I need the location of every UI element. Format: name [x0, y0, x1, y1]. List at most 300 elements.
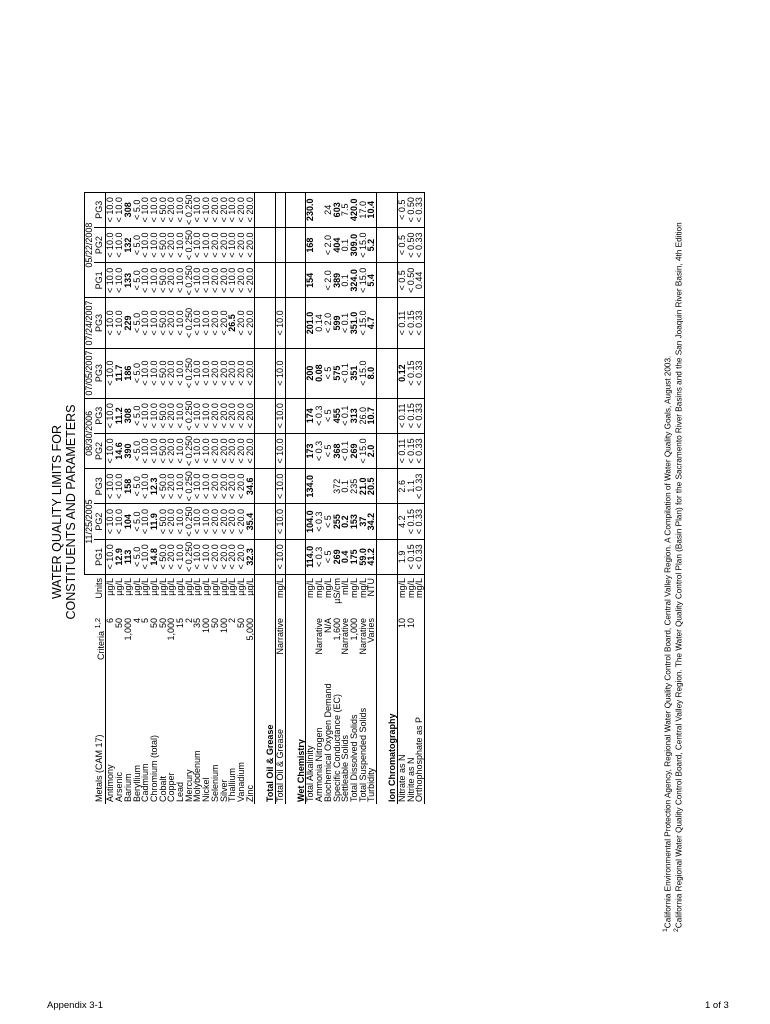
value-cell: < 20.0 [220, 263, 229, 298]
value-cell: 269 [333, 539, 342, 574]
value-cell: 59.0 [359, 539, 368, 574]
value-cell: < 20.0 [246, 227, 255, 262]
value-cell: 186 [124, 348, 133, 398]
value-cell: < 2.0 [324, 298, 333, 348]
value-cell: < 0.250 [185, 469, 194, 504]
section-heading: Wet Chemistry [297, 664, 306, 804]
value-cell: < 20.0 [167, 504, 176, 539]
value-cell: 0.2 [341, 504, 350, 539]
value-cell: 0.1 [341, 227, 350, 262]
value-cell: < 10.0 [176, 227, 185, 262]
value-cell: < 5.0 [133, 539, 142, 574]
criteria-footnote-ref: 1,2 [92, 618, 102, 629]
value-cell: < 0.33 [415, 298, 424, 348]
value-cell: < 20.0 [228, 348, 237, 398]
constituent-name: Total Dissolved Solids [348, 714, 359, 802]
column-header: PG3 [94, 192, 106, 227]
units-cell: µS/cm [331, 578, 342, 604]
criteria-cell: Varies [367, 614, 376, 664]
value-cell: < 0.3 [315, 433, 324, 468]
value-cell: < 50.0 [159, 263, 168, 298]
value-cell: < 10.0 [202, 192, 211, 227]
value-cell: 104 [124, 504, 133, 539]
value-cell: < 10.0 [150, 192, 159, 227]
value-cell: < 10.0 [150, 348, 159, 398]
value-cell: 0.4 [341, 539, 350, 574]
constituent-name: Copper [166, 772, 177, 802]
value-cell: 455 [333, 398, 342, 433]
constituent-name: Cadmium [140, 763, 151, 802]
units-cell: mg/L [348, 578, 359, 599]
value-cell: 134.0 [306, 469, 315, 504]
value-cell: < 0.33 [415, 348, 424, 398]
value-cell: 10.4 [367, 192, 376, 227]
value-cell: < 20.0 [167, 298, 176, 348]
value-cell: 404 [333, 227, 342, 262]
criteria-cell: 5,000 [246, 614, 255, 664]
value-cell: < 10.0 [176, 263, 185, 298]
units-cell: mg/L [396, 578, 407, 599]
value-cell: < 20.0 [167, 227, 176, 262]
value-cell: 0.1 [341, 263, 350, 298]
value-cell: 12.3 [150, 469, 159, 504]
value-cell: < 5.0 [133, 504, 142, 539]
units-cell: µg/L [175, 578, 186, 596]
value-cell: < 10.0 [202, 263, 211, 298]
value-cell: < 20.0 [228, 398, 237, 433]
column-header: PG2 [94, 433, 106, 468]
value-cell: 229 [124, 298, 133, 348]
constituent-name: Arsenic [114, 771, 125, 802]
value-cell: < 10.0 [228, 192, 237, 227]
criteria-header: Criteria $^{1,2}$ [94, 614, 106, 664]
value-cell: < 5 [324, 398, 333, 433]
value-cell: < 20.0 [167, 469, 176, 504]
criteria-cell: 10 [405, 618, 416, 629]
value-cell: < 20.0 [246, 398, 255, 433]
value-cell: < 20.0 [237, 263, 246, 298]
value-cell: 372 [333, 469, 342, 504]
value-cell: < 10.0 [106, 504, 115, 539]
units-cell: µg/L [122, 578, 133, 596]
value-cell: < 20.0 [167, 348, 176, 398]
value-cell: < 0.250 [185, 192, 194, 227]
value-cell: < 5 [324, 433, 333, 468]
units-cell: µg/L [201, 578, 212, 596]
spacer-row [285, 192, 297, 804]
value-cell: < 5 [324, 504, 333, 539]
value-cell: 309.0 [350, 227, 359, 262]
value-cell: 420.0 [350, 192, 359, 227]
value-cell: < 10.0 [150, 433, 159, 468]
criteria-cell: 50 [148, 618, 159, 629]
column-header: PG2 [94, 504, 106, 539]
units-cell: µg/L [166, 578, 177, 596]
units-cell: µg/L [209, 578, 220, 596]
criteria-cell: 50 [235, 618, 246, 629]
column-header: PG1 [94, 263, 106, 298]
criteria-cell: 4 [131, 618, 142, 624]
value-cell: < 10.0 [276, 469, 286, 504]
value-cell: < 0.15 [407, 348, 416, 398]
constituent-name: Ammonia Nitrogen [314, 727, 325, 802]
units-header: Units [94, 575, 106, 615]
constituent-name: Cobalt [157, 775, 168, 802]
column-header: PG3 [94, 348, 106, 398]
value-cell: 173 [306, 433, 315, 468]
value-cell: < 0.5 [397, 263, 406, 298]
value-cell: 11.9 [150, 504, 159, 539]
value-cell: < 10.0 [176, 504, 185, 539]
units-cell: µg/L [140, 578, 151, 596]
value-cell: < 0.250 [185, 298, 194, 348]
value-cell: 0.44 [415, 263, 424, 298]
value-cell: 168 [306, 227, 315, 262]
value-cell: < 10.0 [228, 263, 237, 298]
column-header: PG1 [94, 539, 106, 574]
value-cell: < 10.0 [202, 504, 211, 539]
value-cell: < 0.1 [341, 348, 350, 398]
value-cell: < 0.50 [407, 227, 416, 262]
criteria-cell: 6 [105, 618, 116, 624]
value-cell: < 20.0 [237, 192, 246, 227]
constituent-name: Mercury [183, 769, 194, 802]
value-cell: < 0.33 [415, 433, 424, 468]
value-cell: < 10.0 [141, 298, 150, 348]
units-cell: µg/L [227, 578, 238, 596]
date-header: 08/30/2006 [85, 398, 94, 469]
value-cell: 4.7 [367, 298, 376, 348]
criteria-cell: 35 [192, 618, 203, 629]
table-row [246, 192, 255, 804]
criteria-cell: Narrative [314, 618, 325, 655]
footnote-1: $^1$California Environmental Protection Agency, Regional Water Quality Control Board, Central Valley Region. A Compilation of Water Quality Goals, August 2003. [662, 355, 673, 932]
value-cell: < 20.0 [220, 298, 229, 348]
value-cell: < 0.250 [185, 539, 194, 574]
value-cell: < 50.0 [159, 539, 168, 574]
value-cell: < 20.0 [220, 348, 229, 398]
criteria-cell: 1,600 [331, 618, 342, 641]
value-cell: < 0.250 [185, 263, 194, 298]
value-cell: < 10.0 [115, 192, 124, 227]
value-cell: < 10.0 [106, 263, 115, 298]
value-cell: 133 [124, 263, 133, 298]
constituent-name: Orthophosphate as P [415, 664, 424, 804]
date-header-row [85, 192, 94, 804]
value-cell: < 10.0 [202, 298, 211, 348]
section-heading: Total Oil & Grease [266, 664, 275, 804]
value-cell: < 20.0 [237, 348, 246, 398]
value-cell: < 0.33 [415, 469, 424, 504]
constituent-name: Settleable Solids [340, 734, 351, 802]
value-cell [276, 263, 286, 298]
value-cell: < 5 [324, 348, 333, 398]
value-cell: 200 [306, 348, 315, 398]
units-cell: µg/L [148, 578, 159, 596]
value-cell: < 10.0 [141, 263, 150, 298]
criteria-cell: 1,000 [166, 618, 177, 641]
value-cell: < 5.0 [133, 398, 142, 433]
value-cell: < 20.0 [220, 398, 229, 433]
value-cell: 201.0 [306, 298, 315, 348]
value-cell: < 50.0 [159, 433, 168, 468]
units-cell: µg/L [235, 578, 246, 596]
units-cell: mg/L [357, 578, 368, 599]
value-cell: < 10.0 [115, 263, 124, 298]
value-cell: < 10.0 [276, 539, 286, 574]
criteria-cell: Narrative [357, 618, 368, 655]
value-cell: < 20.0 [237, 298, 246, 348]
value-cell: < 10.0 [141, 469, 150, 504]
table-row [367, 192, 376, 804]
value-cell: < 0.33 [415, 227, 424, 262]
criteria-cell: 5 [140, 618, 151, 624]
units-cell: mg/L [276, 575, 286, 615]
value-cell: < 5.0 [133, 298, 142, 348]
criteria-cell: 50 [114, 618, 125, 629]
value-cell: < 10.0 [193, 469, 202, 504]
value-cell: < 10.0 [141, 433, 150, 468]
value-cell: < 0.250 [185, 227, 194, 262]
value-cell: < 0.3 [315, 504, 324, 539]
constituent-name: Beryllium [131, 764, 142, 802]
value-cell: < 20.0 [211, 398, 220, 433]
value-cell: < 20.0 [211, 469, 220, 504]
footnote-2: $^2$California Regional Water Quality Control Board, Central Valley Region. The Water Quality Control Plan (Basin Plan) for the Sacramento River Basins and the San Joaquin River Basin, 4th Edition [673, 222, 684, 932]
value-cell: < 0.15 [407, 298, 416, 348]
value-cell: < 20.0 [237, 504, 246, 539]
value-cell: < 0.11 [397, 298, 406, 348]
value-cell: 41.2 [367, 539, 376, 574]
criteria-cell: 2 [227, 618, 238, 624]
value-cell: 230.0 [306, 192, 315, 227]
value-cell: < 0.1 [341, 398, 350, 433]
value-cell: < 10.0 [106, 227, 115, 262]
value-cell: < 10.0 [106, 469, 115, 504]
value-cell: < 0.33 [415, 539, 424, 574]
water-quality-table [84, 192, 425, 804]
value-cell: < 10.0 [276, 504, 286, 539]
value-cell: < 10.0 [193, 298, 202, 348]
value-cell: 1.9 [397, 539, 406, 574]
value-cell: < 20.0 [228, 433, 237, 468]
criteria-cell: N/A [322, 618, 333, 634]
value-cell: < 10.0 [193, 263, 202, 298]
table-row [306, 192, 315, 804]
value-cell: < 10.0 [141, 192, 150, 227]
value-cell: 24 [324, 192, 333, 227]
value-cell: < 20.0 [211, 298, 220, 348]
constituent-name: Thallium [227, 767, 238, 802]
value-cell: < 0.15 [407, 398, 416, 433]
value-cell: < 0.33 [415, 398, 424, 433]
section-heading: Ion Chromatography [388, 664, 397, 804]
value-cell: < 10.0 [176, 348, 185, 398]
value-cell: < 15.0 [359, 433, 368, 468]
value-cell: 158 [124, 469, 133, 504]
value-cell: 0.12 [397, 348, 406, 398]
value-cell: < 10.0 [202, 227, 211, 262]
value-cell: < 10.0 [202, 348, 211, 398]
value-cell: < 10.0 [106, 433, 115, 468]
value-cell: < 5.0 [133, 433, 142, 468]
value-cell: < 0.5 [397, 192, 406, 227]
value-cell: < 5.0 [133, 469, 142, 504]
units-cell: mg/L [305, 578, 316, 599]
value-cell: < 20.0 [211, 539, 220, 574]
criteria-cell [415, 614, 424, 664]
value-cell: < 20.0 [211, 348, 220, 398]
value-cell: < 50.0 [159, 469, 168, 504]
value-cell: < 10.0 [141, 504, 150, 539]
value-cell: 132 [124, 227, 133, 262]
value-cell: < 10.0 [115, 227, 124, 262]
value-cell: < 20.0 [228, 539, 237, 574]
date-header: 07/24/2007 [85, 298, 94, 348]
value-cell: < 20.0 [228, 469, 237, 504]
appendix-label: Appendix 3-1 [47, 1000, 103, 1011]
value-cell: < 0.250 [185, 398, 194, 433]
value-cell: < 10.0 [176, 398, 185, 433]
value-cell: < 10.0 [193, 348, 202, 398]
constituent-name: Specific Conductance (EC) [331, 693, 342, 802]
value-cell: 113 [124, 539, 133, 574]
constituent-name: Nickel [201, 777, 212, 802]
value-cell: < 50.0 [159, 298, 168, 348]
constituent-name: Silver [218, 779, 229, 802]
value-cell: < 10.0 [202, 469, 211, 504]
value-cell: 324.0 [350, 263, 359, 298]
value-cell: 5.2 [367, 227, 376, 262]
value-cell: < 20.0 [167, 539, 176, 574]
value-cell: 0.14 [315, 298, 324, 348]
value-cell: 14.8 [150, 539, 159, 574]
value-cell: < 10.0 [150, 263, 159, 298]
value-cell: < 20.0 [237, 539, 246, 574]
value-cell: < 20.0 [211, 192, 220, 227]
units-cell: mg/L [415, 575, 424, 615]
value-cell: < 0.1 [341, 433, 350, 468]
value-cell: < 0.250 [185, 433, 194, 468]
value-cell: < 0.50 [407, 192, 416, 227]
criteria-cell: 10 [396, 618, 407, 629]
value-cell: < 10.0 [106, 539, 115, 574]
value-cell: < 10.0 [176, 433, 185, 468]
value-cell: < 20.0 [237, 469, 246, 504]
criteria-cell: 50 [209, 618, 220, 629]
value-cell: < 10.0 [141, 227, 150, 262]
constituent-name: Nitrate as N [396, 754, 407, 802]
value-cell: < 5 [324, 539, 333, 574]
value-cell [276, 192, 286, 227]
value-cell: < 10.0 [141, 398, 150, 433]
date-header: 07/05/2007 [85, 348, 94, 398]
value-cell: < 20.0 [211, 504, 220, 539]
value-cell: 351.0 [350, 298, 359, 348]
value-cell: < 15.0 [359, 298, 368, 348]
constituent-name: Lead [175, 781, 186, 802]
value-cell: 26.0 [359, 398, 368, 433]
value-cell: 17.0 [359, 192, 368, 227]
value-cell: < 20.0 [167, 263, 176, 298]
value-cell: 10.7 [367, 398, 376, 433]
value-cell: 390 [124, 433, 133, 468]
value-cell: < 10.0 [115, 298, 124, 348]
value-cell: < 10.0 [141, 348, 150, 398]
units-cell: NTU [367, 575, 376, 615]
value-cell: < 20.0 [220, 504, 229, 539]
value-cell: 14.6 [115, 433, 124, 468]
value-cell: < 10.0 [150, 227, 159, 262]
date-header: 05/22/2008 [85, 192, 94, 298]
value-cell: < 20.0 [237, 398, 246, 433]
value-cell: < 20.0 [220, 192, 229, 227]
value-cell: 104.0 [306, 504, 315, 539]
criteria-cell: 15 [175, 618, 186, 629]
criteria-cell: 2 [183, 618, 194, 624]
constituent-name: Nitrite as N [405, 757, 416, 802]
value-cell: < 20.0 [220, 433, 229, 468]
value-cell: < 5.0 [133, 192, 142, 227]
spacer-row [377, 192, 389, 804]
value-cell: 308 [124, 398, 133, 433]
units-cell: µg/L [246, 575, 255, 615]
value-cell: 0.08 [315, 348, 324, 398]
value-cell: 5.4 [367, 263, 376, 298]
units-cell: mg/L [314, 578, 325, 599]
value-cell: < 20.0 [167, 192, 176, 227]
value-cell: < 10.0 [150, 398, 159, 433]
value-cell: < 0.1 [341, 298, 350, 348]
units-cell: µg/L [114, 578, 125, 596]
value-cell: 599 [333, 298, 342, 348]
table-row [415, 192, 424, 804]
value-cell: 26.5 [228, 298, 237, 348]
value-cell: < 2.0 [324, 227, 333, 262]
constituent-name: Biochemical Oxygen Demand [322, 683, 333, 802]
value-cell: < 10.0 [106, 192, 115, 227]
value-cell: 7.5 [341, 192, 350, 227]
value-cell: < 20.0 [211, 433, 220, 468]
value-cell: < 20.0 [211, 263, 220, 298]
criteria-cell: 1,000 [122, 618, 133, 641]
value-cell: < 10.0 [150, 298, 159, 348]
value-cell: < 20.0 [237, 433, 246, 468]
section-heading: Metals (CAM 17) [94, 664, 106, 804]
value-cell: < 10.0 [202, 398, 211, 433]
value-cell: < 10.0 [193, 539, 202, 574]
value-cell: 4.2 [397, 504, 406, 539]
value-cell: < 0.50 [407, 263, 416, 298]
value-cell: < 20.0 [167, 433, 176, 468]
value-cell: < 0.250 [185, 504, 194, 539]
units-cell: mg/L [405, 578, 416, 599]
value-cell: < 20.0 [220, 539, 229, 574]
value-cell: 2.0 [367, 433, 376, 468]
value-cell: < 20.0 [220, 469, 229, 504]
value-cell: < 10.0 [141, 539, 150, 574]
value-cell: < 10.0 [176, 298, 185, 348]
value-cell: 11.7 [115, 348, 124, 398]
value-cell: < 0.5 [397, 227, 406, 262]
value-cell: < 10.0 [106, 348, 115, 398]
date-header: 11/25/2005 [85, 469, 94, 575]
units-cell: µg/L [218, 578, 229, 596]
value-cell: 389 [333, 263, 342, 298]
table-row [276, 192, 286, 804]
value-cell [315, 469, 324, 504]
value-cell: < 50.0 [159, 398, 168, 433]
